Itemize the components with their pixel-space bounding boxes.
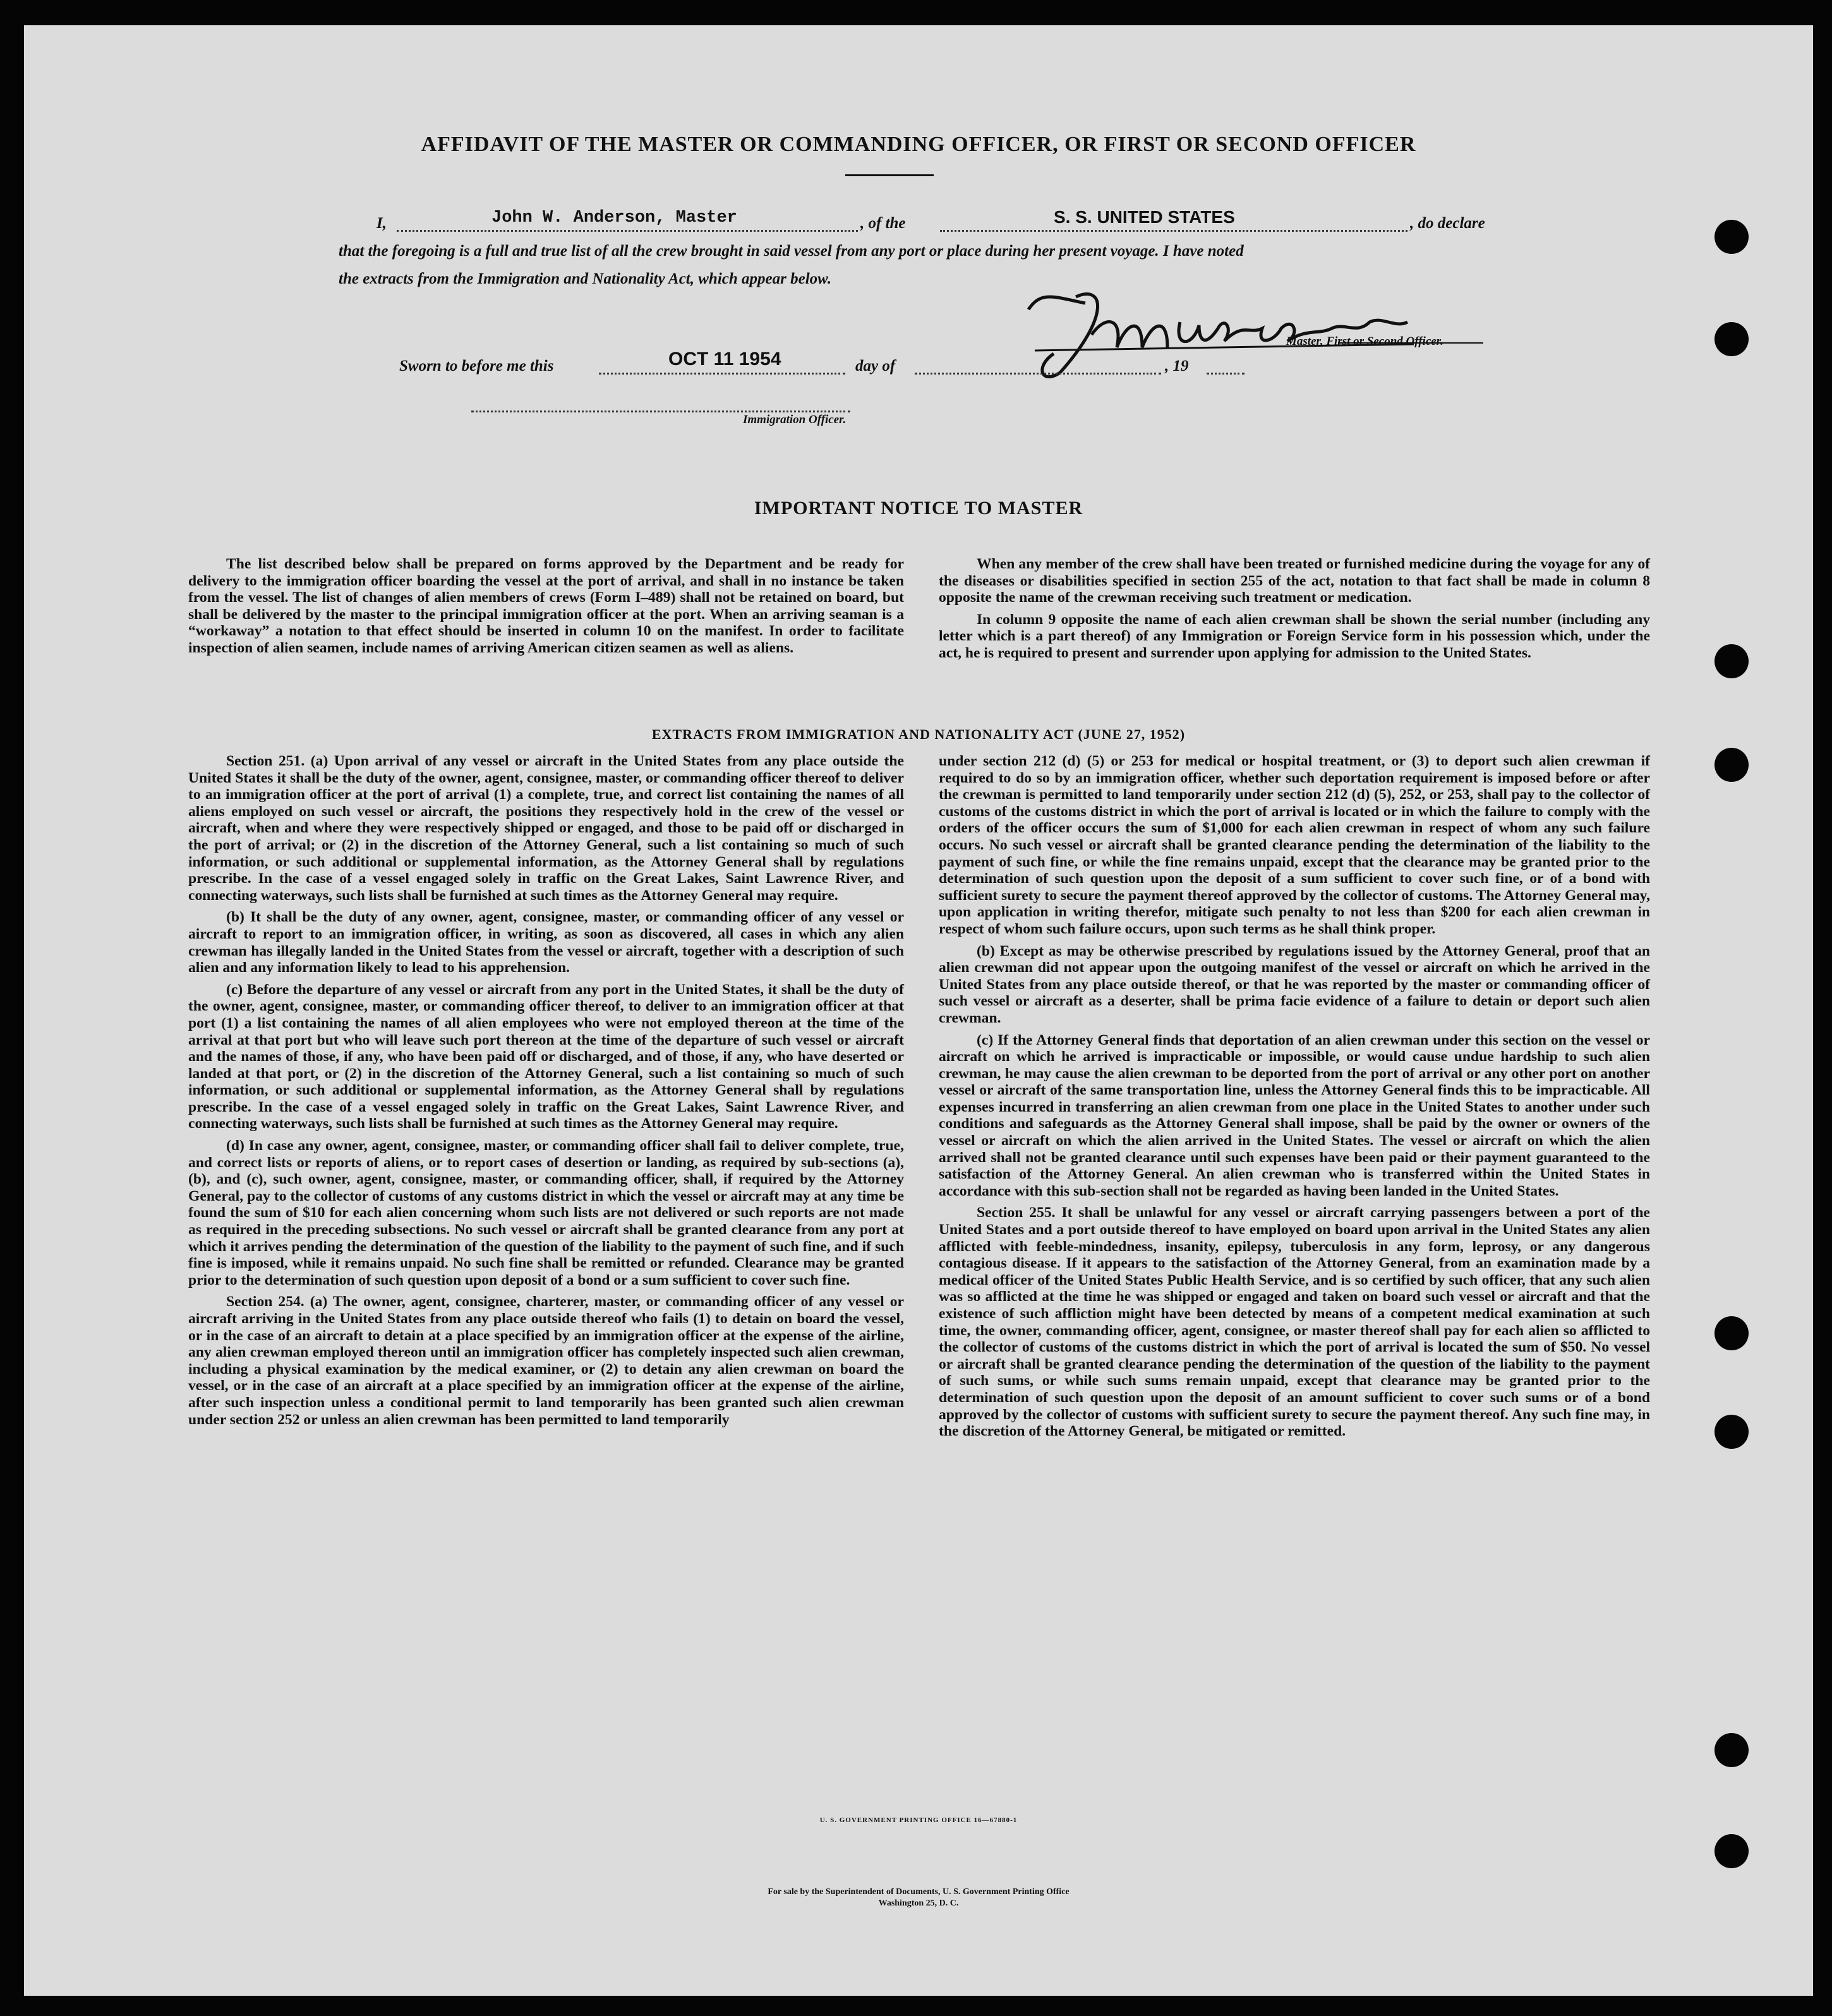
document-page <box>24 25 1813 1996</box>
sale-line-1: For sale by the Superintendent of Documents, U. S. Government Printing Office <box>768 1887 1070 1897</box>
binder-hole <box>1714 1834 1749 1868</box>
officer-caption: Immigration Officer. <box>743 413 847 426</box>
binder-hole <box>1714 1316 1749 1350</box>
notice-left-column <box>188 556 904 662</box>
section-254-a-continued: under section 212 (d) (5) or 253 for medical or hospital treatment, or (3) to deport such alien crewman if required to do so by an immigration officer, whether such deportation requirement is imposed before or after the crewman is permitted to land temporarily under section 212 (d) (5), 252, or 253, shall pay to the collector of customs of the customs district in which the port of arrival is located or in which the failure to comply with the orders of the officer occurs the sum of $1,000 for each alien crewman in respect of whom any such failure occurs. No such vessel or aircraft shall be granted clearance pending the determination of the liability to the payment of such fine, or while the fine remains unpaid, except that the clearance may be granted prior to the determination of such question upon the deposit of a sum sufficient to cover such fine, or of a bond with sufficient surety to secure the payment thereof approved by the collector of customs. The Attorney General may, upon application in writing therefor, mitigate such penalty to not less than $200 for each alien crewman in respect of whom such failure occurs, upon such terms as he shall think proper. <box>939 753 1650 937</box>
extracts-left-column <box>188 753 904 1433</box>
sworn-date-blank <box>599 373 845 375</box>
sale-line-2: Washington 25, D. C. <box>878 1899 959 1908</box>
officer-signature-blank <box>471 411 850 412</box>
do-declare-label: , do declare <box>1410 215 1485 232</box>
year-blank <box>1207 373 1244 375</box>
binder-hole <box>1714 322 1749 356</box>
of-the-label: , of the <box>860 215 906 232</box>
section-254-a: Section 254. (a) The owner, agent, consignee, charterer, master, or commanding officer of any vessel or aircraft arriving in the United States from any place outside thereof who fails (1) to detain on board the vessel, or in the case of an aircraft to detain at a place specified by an immigration officer at the expense of the airline, any alien crewman employed thereon until an immigration officer has completely inspected such alien crewman, including a physical examination by the medical examiner, or (2) to detain any alien crewman on board the vessel, or in the case of an aircraft at a place specified by an immigration officer at the expense of the airline, after such inspection unless a conditional permit to land temporarily has been granted such alien crewman under section 252 or unless an alien crewman has been permitted to land temporarily <box>188 1293 904 1428</box>
sworn-label: Sworn to before me this <box>399 357 554 375</box>
caption-strike <box>1338 342 1483 344</box>
extracts-right-column <box>939 753 1650 1445</box>
signature-caption: Master, First or Second Officer. <box>1286 335 1443 348</box>
master-name-field: John W. Anderson, Master <box>491 208 737 227</box>
sworn-date-stamp: OCT 11 1954 <box>668 349 781 369</box>
i-label: I, <box>377 215 387 232</box>
binder-hole <box>1714 220 1749 254</box>
section-251-a: Section 251. (a) Upon arrival of any vessel or aircraft in the United States from any place outside the United States it shall be the duty of the owner, agent, consignee, master, or commanding officer thereof to deliver to an immigration officer at the port of arrival (1) a complete, true, and correct list containing the names of all aliens employed on such vessel or aircraft, the positions they respectively hold in the crew of the vessel or aircraft, when and where they were respectively shipped or engaged, and those to be paid off or discharged in the port of arrival; or (2) in the discretion of the Attorney General, such a list containing so much of such information, or such additional or supplemental information, as the Attorney General shall by regulations prescribe. In the case of a vessel engaged solely in traffic on the Great Lakes, Saint Lawrence River, and connecting waterways, such lists shall be furnished at such times as the Attorney General may require. <box>188 753 904 904</box>
declaration-line-2: the extracts from the Immigration and Nationality Act, which appear below. <box>339 270 832 287</box>
binder-hole <box>1714 748 1749 782</box>
declaration-line-1: that the foregoing is a full and true list of all the crew brought in said vessel from any port or place during her present voyage. I have noted <box>339 243 1244 260</box>
name-blank <box>397 230 858 232</box>
year-label: , 19 <box>1165 357 1189 375</box>
binder-hole <box>1714 1415 1749 1449</box>
master-signature <box>1016 278 1420 385</box>
notice-left-paragraph: The list described below shall be prepared on forms approved by the Department and be ready for delivery to the immigration officer boarding the vessel at the port of arrival, and shall in no instance be taken from the vessel. The list of changes of alien members of crews (Form I–489) shall not be retained on board, but shall be delivered by the master to the principal immigration officer at the port. When an arriving seaman is a “workaway” a notation to that effect should be inserted in column 10 on the manifest. In order to facilitate inspection of alien seamen, include names of arriving American citizen seamen as well as aliens. <box>188 556 904 656</box>
notice-right-column <box>939 556 1650 667</box>
section-251-b: (b) It shall be the duty of any owner, agent, consignee, master, or commanding officer of any vessel or aircraft to report to an immigration officer, in writing, as soon as discovered, all cases in which any alien crewman has illegally landed in the United States from the vessel or aircraft, together with a description of such alien and any information likely to lead to his apprehension. <box>188 909 904 976</box>
section-254-b: (b) Except as may be otherwise prescribed by regulations issued by the Attorney General, proof that an alien crewman did not appear upon the outgoing manifest of the vessel or aircraft on which he arrived in the United States from any place outside thereof, or that he was reported by the master or commanding officer of such vessel or aircraft as a deserter, shall be prima facie evidence of a failure to detain or deport such alien crewman. <box>939 942 1650 1026</box>
section-251-d: (d) In case any owner, agent, consignee, master, or commanding officer shall fail to deliver complete, true, and correct lists or reports of aliens, or to report cases of desertion or landing, as required by sub-sections (a), (b), and (c), such owner, agent, consignee, master, or commanding officer, shall, if required by the Attorney General, pay to the collector of customs of any customs district in which the vessel or aircraft may at any time be found the sum of $10 for each alien concerning whom such lists are not delivered or such reports are not made as required in the preceding subsections. No such vessel or aircraft shall be granted clearance from any port at which it arrives pending the determination of the question of the liability to the payment of such fine, and if such fine is imposed, while it remains unpaid. No such fine shall be remitted or refunded. Clearance may be granted prior to the determination of such question upon deposit of a bond or a sum sufficient to cover such fine. <box>188 1137 904 1288</box>
section-254-c: (c) If the Attorney General finds that deportation of an alien crewman under this section on the vessel or aircraft on which he arrived is impracticable or impossible, or would cause undue hardship to such alien crewman, he may cause the alien crewman to be deported from the port of arrival or any other port on another vessel or aircraft of the same transportation line, unless the Attorney General finds this to be impracticable. All expenses incurred in transferring an alien crewman from one place in the United States to another under such conditions and safeguards as the Attorney General shall impose, shall be paid by the owner or owners of the vessel or aircraft on which the alien arrived in the United States. The vessel or aircraft on which the alien arrived shall not be granted clearance until such expenses have been paid or their payment guaranteed to the satisfaction of the Attorney General. An alien crewman who is transferred within the United States in accordance with this sub-section shall not be regarded as having been landed in the United States. <box>939 1031 1650 1199</box>
binder-hole <box>1714 644 1749 678</box>
notice-heading: IMPORTANT NOTICE TO MASTER <box>754 498 1083 519</box>
extracts-heading: EXTRACTS FROM IMMIGRATION AND NATIONALITY ACT (JUNE 27, 1952) <box>651 726 1186 742</box>
section-255: Section 255. It shall be unlawful for any vessel or aircraft carrying passengers between a port of the United States and a port outside thereof to have employed on board upon arrival in the United States any alien afflicted with feeble-mindedness, insanity, epilepsy, tuberculosis in any form, leprosy, or any dangerous contagious disease. If it appears to the satisfaction of the Attorney General, from an examination made by a medical officer of the United States Public Health Service, and is so certified by such officer, that any such alien was so afflicted at the time he was shipped or engaged and taken on board such vessel or aircraft and that the existence of such affliction might have been detected by means of a competent medical examination at such time, the owner, commanding officer, agent, consignee, or master thereof shall pay for each alien so afflicted to the collector of customs of the customs district in which the port of arrival is located the sum of $50. No vessel or aircraft shall be granted clearance pending the determination of the question of the liability to the payment of such sums, or while such sums remain unpaid, except that clearance may be granted prior to the determination of such question upon the deposit of an amount sufficient to cover such sums or of a bond approved by the collector of customs with sufficient surety to secure the payment thereof. Any such fine may, in the discretion of the Attorney General, be mitigated or remitted. <box>939 1204 1650 1440</box>
heading-rule <box>845 174 934 176</box>
day-of-label: day of <box>855 357 896 375</box>
affidavit-heading: AFFIDAVIT OF THE MASTER OR COMMANDING OFFICER, OR FIRST OR SECOND OFFICER <box>421 133 1416 156</box>
vessel-name-field: S. S. UNITED STATES <box>1054 207 1235 227</box>
section-251-c: (c) Before the departure of any vessel or aircraft from any port in the United States, it shall be the duty of the owner, agent, consignee, master, or commanding officer thereof, to deliver to an immigration officer at that port (1) a list containing the names of all alien employees who were not employed thereon at the time of the arrival at that port but who will leave such port thereon at the time of the departure of such vessel or aircraft and the names of those, if any, who have been paid off or discharged, and of those, if any, who have deserted or landed at that port, or (2) in the discretion of the Attorney General, such a list containing so much of such information, or such additional or supplemental information, as the Attorney General shall by regulations prescribe. In the case of a vessel engaged solely in traffic on the Great Lakes, Saint Lawrence River, and connecting waterways, such lists shall be furnished at such times as the Attorney General may require. <box>188 981 904 1132</box>
month-blank <box>915 373 1161 375</box>
notice-right-paragraph-1: When any member of the crew shall have been treated or furnished medicine during the voyage for any of the diseases or disabilities specified in section 255 of the act, notation to that fact shall be made in column 8 opposite the name of the crewman receiving such treatment or medication. <box>939 556 1650 606</box>
printing-office-line: U. S. GOVERNMENT PRINTING OFFICE 16—67880-1 <box>819 1816 1018 1824</box>
binder-hole <box>1714 1733 1749 1767</box>
notice-right-paragraph-2: In column 9 opposite the name of each alien crewman shall be shown the serial number (including any letter which is a part thereof) of any Immigration or Foreign Service form in his possession which, under the act, he is required to present and surrender upon applying for admission to the United States. <box>939 611 1650 661</box>
vessel-blank <box>940 230 1407 232</box>
